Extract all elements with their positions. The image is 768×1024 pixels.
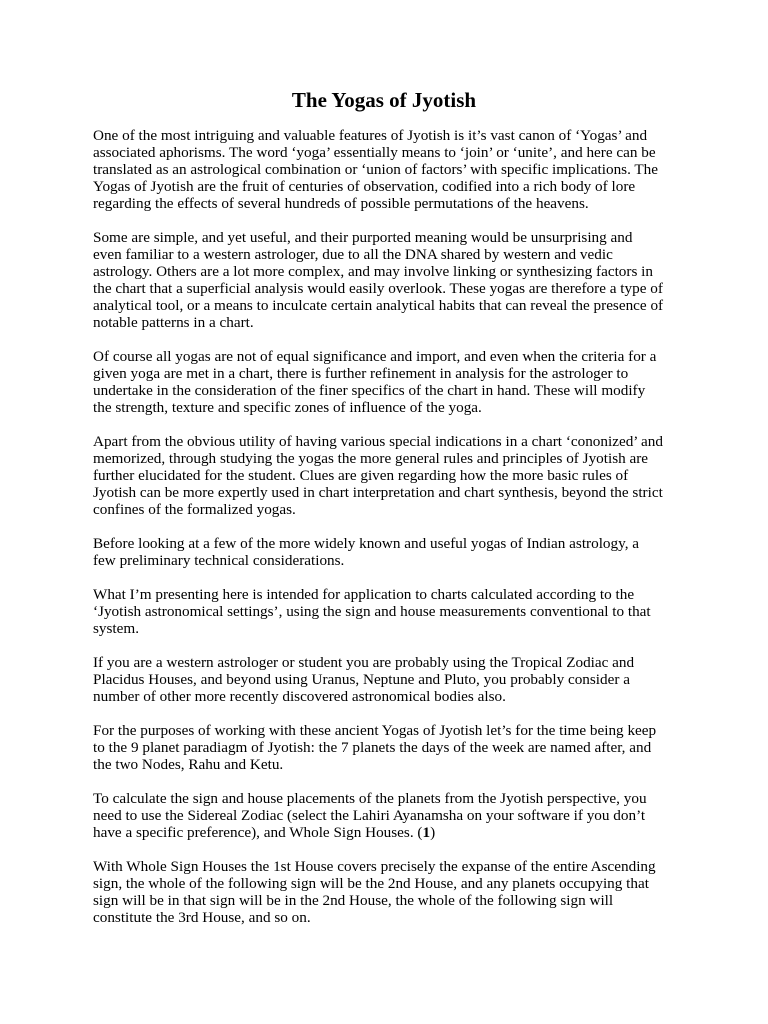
text-line: To calculate the sign and house placements of the planets from the Jyotish perspective, you <box>93 790 647 807</box>
text-line: to the 9 planet paradiagm of Jyotish: the 7 planets the days of the week are named after, and <box>93 739 652 756</box>
text-line: the chart that a superficial analysis would easily overlook. These yogas are therefore a type of <box>93 280 663 297</box>
text-line: memorized, through studying the yogas the more general rules and principles of Jyotish are <box>93 450 649 467</box>
text-line: the two Nodes, Rahu and Ketu. <box>93 756 284 773</box>
paragraph-utility <box>93 433 683 518</box>
text-line: Of course all yogas are not of equal significance and import, and even when the criteria for a <box>93 348 657 365</box>
text-line: the strength, texture and specific zones of influence of the yoga. <box>93 399 482 416</box>
text-line: analytical tool, or a means to inculcate certain analytical habits that can reveal the presence of <box>93 297 664 314</box>
text-line: number of other more recently discovered astronomical bodies also. <box>93 688 506 705</box>
text-line: further elucidated for the student. Clues are given regarding how the more basic rules of <box>93 467 629 484</box>
paragraph-whole-sign-houses <box>93 858 683 926</box>
text-line-with-footnote <box>93 824 683 841</box>
text-line: For the purposes of working with these ancient Yogas of Jyotish let’s for the time being keep <box>93 722 657 739</box>
text-line: sign will be in that sign will be in the 2nd House, the whole of the following sign will <box>93 892 614 909</box>
text-fragment: ) <box>430 824 436 841</box>
document-body <box>93 127 683 943</box>
text-line: sign, the whole of the following sign will be the 2nd House, and any planets occupying that <box>93 875 649 892</box>
text-line: notable patterns in a chart. <box>93 314 254 331</box>
paragraph-significance <box>93 348 683 416</box>
text-line: With Whole Sign Houses the 1st House covers precisely the expanse of the entire Ascending <box>93 858 656 875</box>
text-line: few preliminary technical considerations. <box>93 552 345 569</box>
text-line: astrology. Others are a lot more complex, and may involve linking or synthesizing factors in <box>93 263 653 280</box>
paragraph-simple-yogas <box>93 229 683 331</box>
text-fragment: have a specific preference), and Whole Sign Houses. ( <box>93 824 423 841</box>
paragraph-western-astrologer <box>93 654 683 705</box>
text-line: Yogas of Jyotish are the fruit of centuries of observation, codified into a rich body of lore <box>93 178 636 195</box>
text-line: ‘Jyotish astronomical settings’, using the sign and house measurements conventional to that <box>93 603 651 620</box>
text-line: Before looking at a few of the more widely known and useful yogas of Indian astrology, a <box>93 535 640 552</box>
text-line: undertake in the consideration of the finer specifics of the chart in hand. These will modify <box>93 382 646 399</box>
text-line: Jyotish can be more expertly used in chart interpretation and chart synthesis, beyond the strict <box>93 484 663 501</box>
paragraph-sidereal-zodiac <box>93 790 683 841</box>
text-line: Some are simple, and yet useful, and their purported meaning would be unsurprising and <box>93 229 633 246</box>
paragraph-intro <box>93 127 683 212</box>
paragraph-nine-planets <box>93 722 683 773</box>
text-line: associated aphorisms. The word ‘yoga’ essentially means to ‘join’ or ‘unite’, and here can be <box>93 144 656 161</box>
text-line: confines of the formalized yogas. <box>93 501 296 518</box>
text-line: If you are a western astrologer or student you are probably using the Tropical Zodiac and <box>93 654 635 671</box>
text-line: constitute the 3rd House, and so on. <box>93 909 311 926</box>
text-line: translated as an astrological combination or ‘union of factors’ with specific implications. The <box>93 161 659 178</box>
text-line: need to use the Sidereal Zodiac (select the Lahiri Ayanamsha on your software if you don’t <box>93 807 646 824</box>
text-line: Placidus Houses, and beyond using Uranus, Neptune and Pluto, you probably consider a <box>93 671 630 688</box>
paragraph-preliminary <box>93 535 683 569</box>
text-line: One of the most intriguing and valuable features of Jyotish is it’s vast canon of ‘Yogas’ and <box>93 127 648 144</box>
footnote-reference[interactable]: 1 <box>422 824 431 841</box>
page-title: The Yogas of Jyotish <box>291 88 477 112</box>
text-line: system. <box>93 620 139 637</box>
paragraph-settings <box>93 586 683 637</box>
text-line: given yoga are met in a chart, there is further refinement in analysis for the astrologer to <box>93 365 629 382</box>
text-line: Apart from the obvious utility of having various special indications in a chart ‘cononized’ and <box>93 433 663 450</box>
text-line: even familiar to a western astrologer, due to all the DNA shared by western and vedic <box>93 246 613 263</box>
text-line: regarding the effects of several hundreds of possible permutations of the heavens. <box>93 195 589 212</box>
text-line: What I’m presenting here is intended for application to charts calculated according to the <box>93 586 635 603</box>
